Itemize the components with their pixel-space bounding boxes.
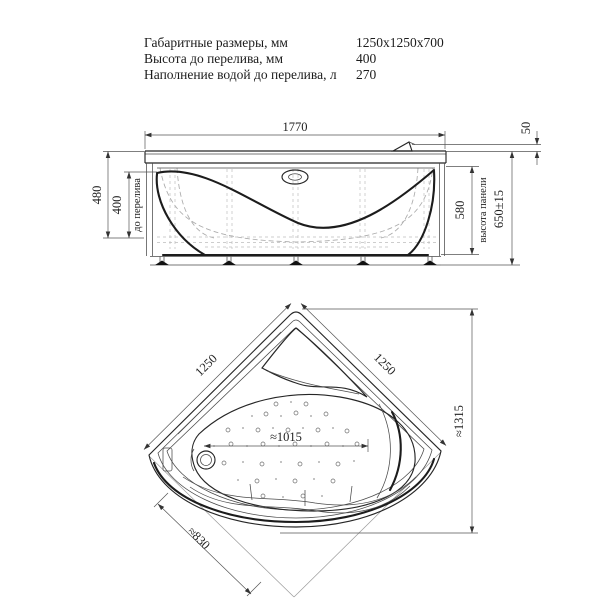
dim-label-830: ≈830 <box>184 524 213 553</box>
spec-value: 400 <box>356 51 377 66</box>
tub-front-profile-curve <box>157 170 434 228</box>
dim-label-overflow: до перелива <box>132 178 143 232</box>
dim-overflow-400 <box>110 172 157 238</box>
dim-label-panel: высота панели <box>478 177 489 243</box>
spec-value: 270 <box>356 67 377 82</box>
dim-label-400: 400 <box>110 195 124 215</box>
dim-width-1770 <box>145 120 445 149</box>
air-jets <box>213 401 359 498</box>
plan-view-dimensions <box>144 304 478 597</box>
apron-left-edge <box>157 174 205 255</box>
dim-side-left-1250 <box>144 304 291 450</box>
spec-label: Наполнение водой до перелива, л <box>144 67 337 82</box>
plan-view <box>144 304 478 598</box>
dim-label-580: 580 <box>453 200 467 220</box>
support-legs <box>155 257 437 266</box>
dim-side-right-1250 <box>301 304 446 446</box>
dim-label-1015: ≈1015 <box>270 430 302 444</box>
drain <box>197 451 215 469</box>
dim-spout-50 <box>412 122 541 165</box>
tub-shell <box>145 142 446 265</box>
spec-label: Высота до перелива, мм <box>144 51 284 66</box>
faucet-spout <box>393 142 412 151</box>
spec-label: Габаритные размеры, мм <box>144 35 288 50</box>
overflow-ring <box>282 170 308 184</box>
dim-label-480: 480 <box>90 185 104 205</box>
bowl-outline <box>192 395 415 511</box>
dim-label-1250-left: 1250 <box>192 351 220 379</box>
dim-label-50: 50 <box>519 121 533 135</box>
dim-label-1250-right: 1250 <box>371 350 399 378</box>
spec-value: 1250x1250x700 <box>356 35 444 50</box>
dim-label-650: 650±15 <box>492 189 506 229</box>
dim-label-1315: ≈1315 <box>452 405 466 437</box>
dim-label-1770: 1770 <box>282 120 308 134</box>
dim-inner-width-1015 <box>204 430 368 452</box>
dim-panel-inner-580 <box>441 167 479 255</box>
front-elevation-view <box>90 120 541 265</box>
